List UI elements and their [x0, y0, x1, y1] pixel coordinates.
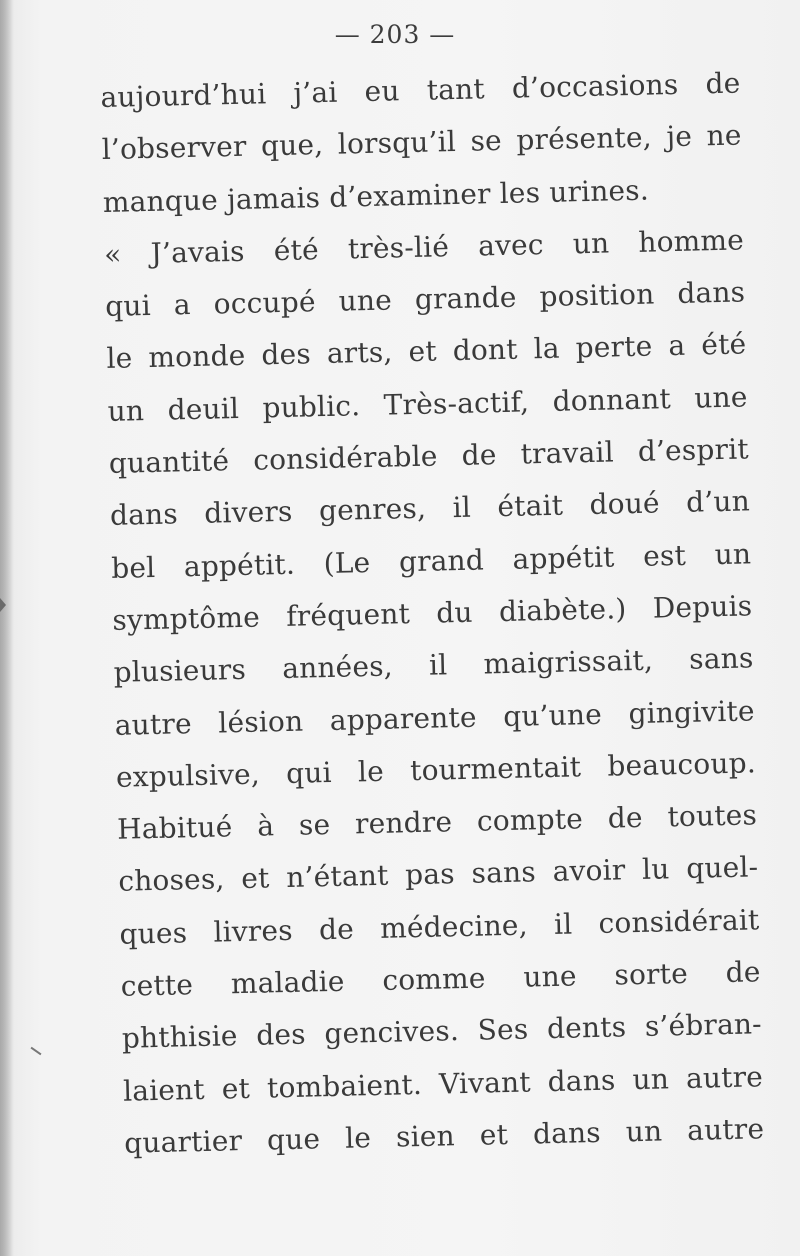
text-line: dans divers genres, il était doué d’un [109, 484, 751, 533]
text-line: symptôme fréquent du diabète.) Depuis [112, 589, 753, 637]
text-line: l’observer que, lorsqu’il se présente, je ne [101, 118, 742, 167]
text-line: aujourd’hui j’ai eu tant d’occasions de [100, 66, 741, 114]
text-line: qui a occupé une grande position dans [104, 275, 746, 324]
text-line: quartier que le sien et dans un autre [123, 1112, 765, 1160]
text-line: laient et tombaient. Vivant dans un autre [122, 1059, 764, 1108]
text-line: quantité considérable de travail d’esprit [108, 432, 750, 480]
binding-shadow [0, 0, 14, 1256]
text-line: le monde des arts, et dont la perte a été [106, 327, 747, 376]
text-line: plusieurs années, il maigrissait, sans [113, 641, 754, 690]
text-line: un deuil public. Très-actif, donnant une [107, 380, 748, 428]
text-line: choses, et n’étant pas sans avoir lu quel- [118, 850, 759, 899]
text-line: autre lésion apparente qu’une gingivite [114, 693, 756, 742]
ink-speck [31, 1047, 42, 1056]
text-line: phthisie des gencives. Ses dents s’ébran- [121, 1007, 763, 1056]
body-text [100, 57, 765, 1169]
text-line: cette maladie comme une sorte de [120, 955, 761, 1003]
page-number: — 203 — [334, 20, 456, 49]
text-line: expulsive, qui le tourmentait beaucoup. [115, 746, 757, 794]
text-line: bel appétit. (Le grand appétit est un [110, 537, 752, 585]
text-line: « J’avais été très-lié avec un homme [103, 223, 745, 271]
text-line: manque jamais d’examiner les urines. [102, 173, 650, 219]
text-line: ques livres de médecine, il considérait [119, 903, 760, 951]
text-line: Habitué à se rendre compte de toutes [116, 798, 758, 846]
